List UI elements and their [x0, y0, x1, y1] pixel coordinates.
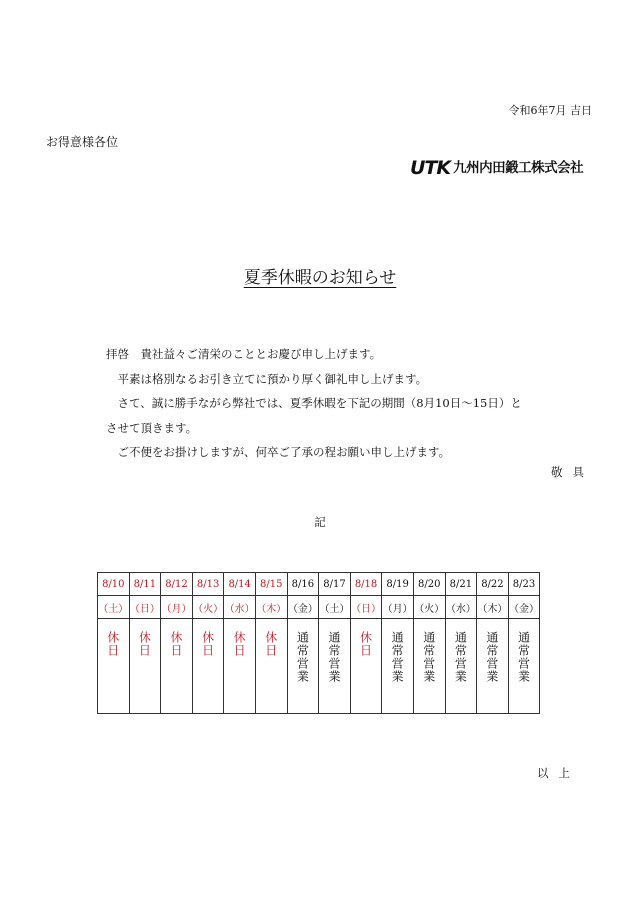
schedule-date-cell: 8/13 [192, 573, 224, 596]
schedule-status-cell [508, 619, 540, 714]
schedule-status-cell [350, 619, 382, 714]
schedule-status-text: 通常営業 [421, 631, 436, 683]
closing-salutation: 敬具 [551, 465, 594, 479]
schedule-date-cell: 8/17 [319, 573, 351, 596]
schedule-status-text: 休日 [232, 631, 247, 657]
ending-mark: 以上 [537, 766, 580, 780]
schedule-weekday-cell: （土） [319, 596, 351, 619]
schedule-status-cell [129, 619, 161, 714]
page-title: 夏季休暇のお知らせ [243, 268, 397, 288]
schedule-status-text: 通常営業 [390, 631, 405, 683]
schedule-date-cell: 8/22 [477, 573, 509, 596]
schedule-weekday-cell: （火） [192, 596, 224, 619]
schedule-weekday-cell: （火） [413, 596, 445, 619]
schedule-status-text: 通常営業 [484, 631, 499, 683]
schedule-status-cell [382, 619, 414, 714]
status-row [98, 619, 540, 714]
holiday-schedule-table [97, 572, 540, 714]
schedule-date-cell: 8/15 [255, 573, 287, 596]
body-paragraph: 拝啓 貴社益々ご清栄のこととお慶び申し上げます。 [106, 347, 382, 361]
schedule-status-cell [319, 619, 351, 714]
schedule-status-cell [98, 619, 130, 714]
schedule-weekday-cell: （木） [255, 596, 287, 619]
weekday-row [98, 596, 540, 619]
schedule-weekday-cell: （木） [477, 596, 509, 619]
schedule-status-cell [413, 619, 445, 714]
schedule-status-cell [192, 619, 224, 714]
schedule-status-text: 休日 [137, 631, 152, 657]
schedule-status-text: 休日 [105, 631, 120, 657]
schedule-date-cell: 8/20 [413, 573, 445, 596]
schedule-status-text: 通常営業 [453, 631, 468, 683]
schedule-weekday-cell: （土） [98, 596, 130, 619]
letter-body [106, 342, 602, 465]
schedule-status-text: 通常営業 [295, 631, 310, 683]
schedule-date-cell: 8/11 [129, 573, 161, 596]
schedule-status-cell [477, 619, 509, 714]
body-paragraph: さて、誠に勝手ながら弊社では、夏季休暇を下記の期間（8月10日～15日）と [106, 396, 522, 410]
schedule-weekday-cell: （金） [287, 596, 319, 619]
schedule-status-text: 休日 [358, 631, 373, 657]
schedule-weekday-cell: （日） [350, 596, 382, 619]
body-paragraph: ご不便をお掛けしますが、何卒ご了承の程お願い申し上げます。 [106, 445, 451, 459]
schedule-date-cell: 8/16 [287, 573, 319, 596]
schedule-status-text: 通常営業 [326, 631, 341, 683]
schedule-status-text: 休日 [263, 631, 278, 657]
issue-date: 令和6年7月 吉日 [508, 104, 592, 117]
schedule-status-text: 休日 [168, 631, 183, 657]
date-row [98, 573, 540, 596]
schedule-status-text: 休日 [200, 631, 215, 657]
company-name: 九州内田鍛工株式会社 [453, 159, 584, 176]
schedule-date-cell: 8/23 [508, 573, 540, 596]
recipient: お得意様各位 [46, 135, 119, 149]
schedule-weekday-cell: （水） [445, 596, 477, 619]
ki-heading: 記 [314, 515, 326, 529]
body-paragraph: 平素は格別なるお引き立てに預かり厚く御礼申し上げます。 [106, 371, 428, 386]
schedule-date-cell: 8/10 [98, 573, 130, 596]
company-logo: UTK [410, 157, 451, 179]
schedule-status-cell [224, 619, 256, 714]
company-block [410, 159, 583, 178]
schedule-date-cell: 8/19 [382, 573, 414, 596]
schedule-weekday-cell: （月） [161, 596, 193, 619]
body-paragraph: させて頂きます。 [106, 420, 198, 435]
schedule-status-cell [287, 619, 319, 714]
schedule-status-cell [255, 619, 287, 714]
schedule-date-cell: 8/18 [350, 573, 382, 596]
schedule-weekday-cell: （月） [382, 596, 414, 619]
schedule-date-cell: 8/12 [161, 573, 193, 596]
schedule-status-text: 通常営業 [516, 631, 531, 683]
schedule-date-cell: 8/21 [445, 573, 477, 596]
schedule-status-cell [445, 619, 477, 714]
schedule-weekday-cell: （水） [224, 596, 256, 619]
schedule-weekday-cell: （日） [129, 596, 161, 619]
schedule-weekday-cell: （金） [508, 596, 540, 619]
schedule-status-cell [161, 619, 193, 714]
schedule-date-cell: 8/14 [224, 573, 256, 596]
